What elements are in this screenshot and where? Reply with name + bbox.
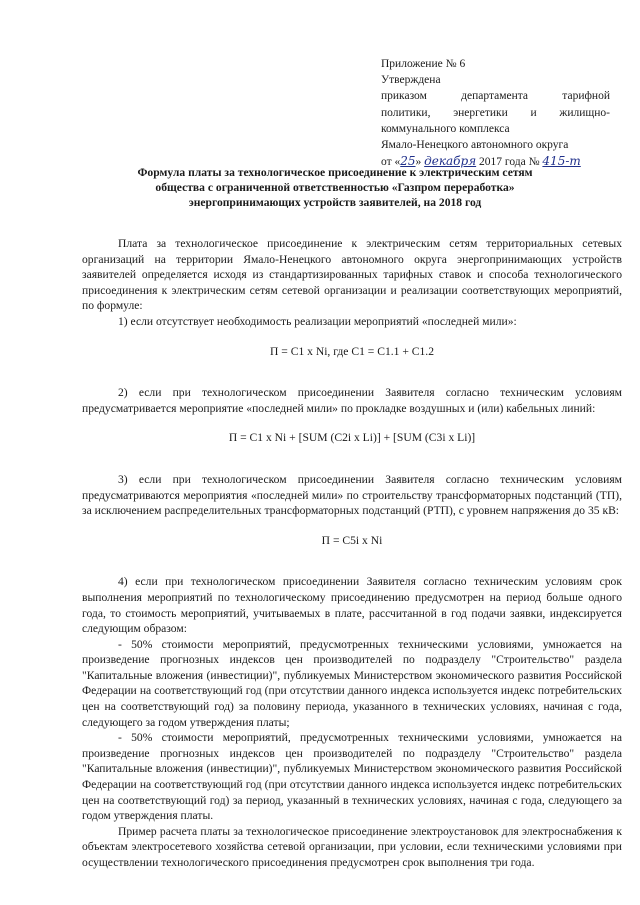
approval-line-complex: коммунального комплекса — [381, 122, 510, 135]
approved-label: Утверждена — [381, 74, 441, 87]
formula-3: П = С5i х Ni — [321, 533, 383, 547]
handwritten-day: 25 — [400, 154, 416, 169]
handwritten-order-number: 415-т — [542, 154, 581, 169]
bullet-2-text: - 50% стоимости мероприятий, предусмотренных техническими условиями, умножается на произведение прогнозных индексов цен производителей по подразделу "Строительство" раздела "Капитальные вложения (инвестиции)", публикуемых Министерством экономического развития Российской Федерации на соответствующий год (при отсутствии данного индекса используется индекс потребительских цен на соответствующий год) за период, указанный в технических условиях, начиная с года, следующего за годом утверждения платы. — [82, 731, 622, 823]
case-2-text: 2) если при технологическом присоединении Заявителя согласно техническим условиям предусматривается мероприятие «последней мили» по прокладке воздушных и (или) кабельных линий: — [82, 386, 622, 415]
handwritten-month: декабря — [424, 154, 477, 169]
approval-date-line: от «25» декабря 2017 года № 415-т — [381, 154, 581, 169]
approval-block — [381, 56, 610, 170]
approval-line-region: Ямало-Ненецкого автономного округа — [381, 139, 569, 152]
case-1-text: 1) если отсутствует необходимость реализации мероприятий «последней мили»: — [118, 314, 517, 328]
document-body — [82, 236, 622, 871]
formula-1: П = С1 х Ni, где С1 = С1.1 + С1.2 — [270, 344, 434, 358]
example-paragraph: Пример расчета платы за технологическое присоединение электроустановок для электроснабжения к объектам электросетевого хозяйства сетевой организации, при условии, если техническими условиями при осуществлении технологического присоединения предусмотрен срок выполнения три года. — [82, 824, 622, 869]
appendix-number: Приложение № 6 — [381, 58, 466, 70]
case-4-text: 4) если при технологическом присоединении Заявителя согласно техническим условиям срок выполнения мероприятий по технологическому присоединению предусмотрен на период больше одного года, то стоимость мероприятий, учитываемых в плате, рассчитанной в год подачи заявки, индексируется следующим образом: — [82, 575, 622, 636]
case-3-text: 3) если при технологическом присоединении Заявителя согласно техническим условиям предусматриваются мероприятия «последней мили» по строительству трансформаторных подстанций (ТП), за исключением распределительных трансформаторных подстанций (РТП), с уровнем напряжения до 35 кВ: — [82, 472, 622, 518]
bullet-1-text: - 50% стоимости мероприятий, предусмотренных техническими условиями, умножается на произведение прогнозных индексов цен производителей по подразделу "Строительство" раздела "Капитальные вложения (инвестиции)", публикуемых Министерством экономического развития Российской Федерации на соответствующий год (при отсутствии данного индекса используется индекс потребительских цен на соответствующий год) за половину периода, указанного в технических условиях, начиная с года, следующего за годом утверждения платы; — [82, 637, 622, 729]
intro-paragraph: Плата за технологическое присоединение к электрическим сетям территориальных сетевых организаций на территории Ямало-Ненецкого автономного округа энергопринимающих устройств заявителей определяется исходя из стандартизированных тарифных ставок и способа технологического присоединения к электрическим сетям сетевой организации и реализации соответствующих мероприятий, по формуле: — [82, 237, 622, 313]
approval-line-policy: политики, энергетики и жилищно- — [381, 106, 610, 119]
approval-line-order: приказом департамента тарифной — [381, 90, 610, 103]
formula-2: П = С1 х Ni + [SUM (C2i x Li)] + [SUM (C3i x Li)] — [228, 431, 476, 445]
document-title: Формула платы за технологическое присоединение к электрическим сетям общества с ограниченной ответственностью «Газпром переработка» энергопринимающих устройств заявителей, на 2018 год — [137, 166, 533, 210]
